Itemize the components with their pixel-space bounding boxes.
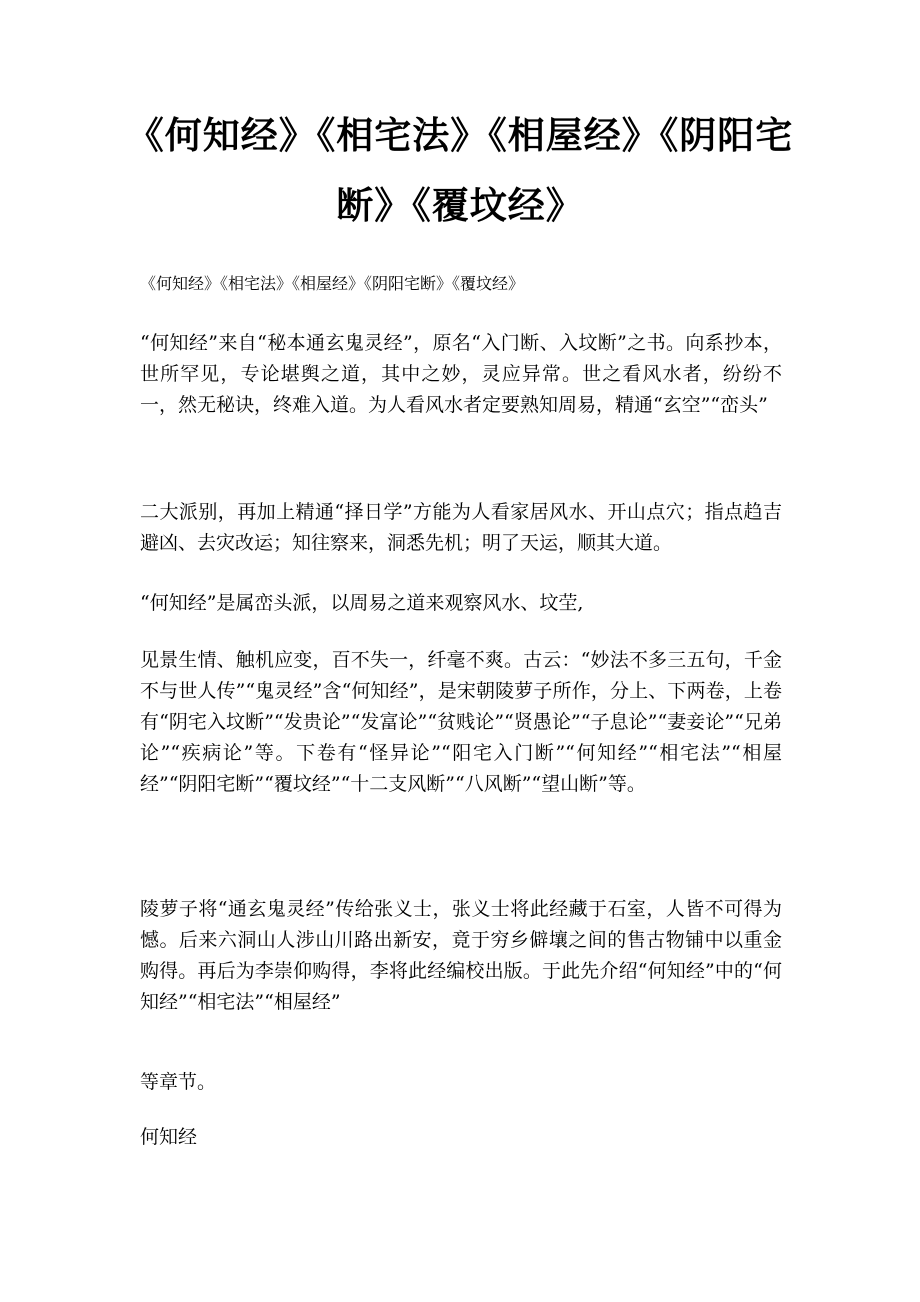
document-title: 《何知经》《相宅法》《相屋经》《阴阳宅断》《覆坟经》 [126,113,794,227]
section-heading-hezhijing: 何知经 [140,1126,198,1148]
paragraph-5: 陵萝子将“通玄鬼灵经”传给张义士，张义士将此经藏于石室，人皆不可得为憾。后来六洞山人涉山川路出新安，竟于穷乡僻壤之间的售古物铺中以重金购得。再后为李崇仰购得，李将此经编校出版。于此先介绍“何知经”中的“何知经”“相宅法”“相屋经” [140,898,782,1013]
paragraph-6: 等章节。 [140,1071,217,1093]
paragraph-1: “何知经”来自“秘本通玄鬼灵经”，原名“入门断、入坟断”之书。向系抄本，世所罕见，专论堪舆之道，其中之妙，灵应异常。世之看风水者，纷纷不一，然无秘诀，终难入道。为人看风水者定要熟知周易，精通“玄空”“峦头” [140,332,782,416]
paragraph-4: 见景生情、触机应变，百不失一，纤毫不爽。古云：“妙法不多三五句，千金不与世人传”“鬼灵经”含“何知经”，是宋朝陵萝子所作，分上、下两卷，上卷有“阴宅入坟断”“发贵论”“发富论”“贫贱论”“贤愚论”“子息论”“妻妾论”“兄弟论”“疾病论”等。下卷有“怪异论”“阳宅入门断”“何知经”“相宅法”“相屋经”“阴阳宅断”“覆坟经”“十二支风断”“八风断”“望山断”等。 [140,649,782,795]
paragraph-2: 二大派别，再加上精通“择日学”方能为人看家居风水、开山点穴；指点趋吉避凶、去灾改运；知往察来，洞悉先机；明了天运，顺其大道。 [140,501,782,554]
document-subtitle: 《何知经》《相宅法》《相屋经》《阴阳宅断》《覆坟经》 [140,274,525,293]
paragraph-3: “何知经”是属峦头派，以周易之道来观察风水、坟茔, [140,592,584,614]
